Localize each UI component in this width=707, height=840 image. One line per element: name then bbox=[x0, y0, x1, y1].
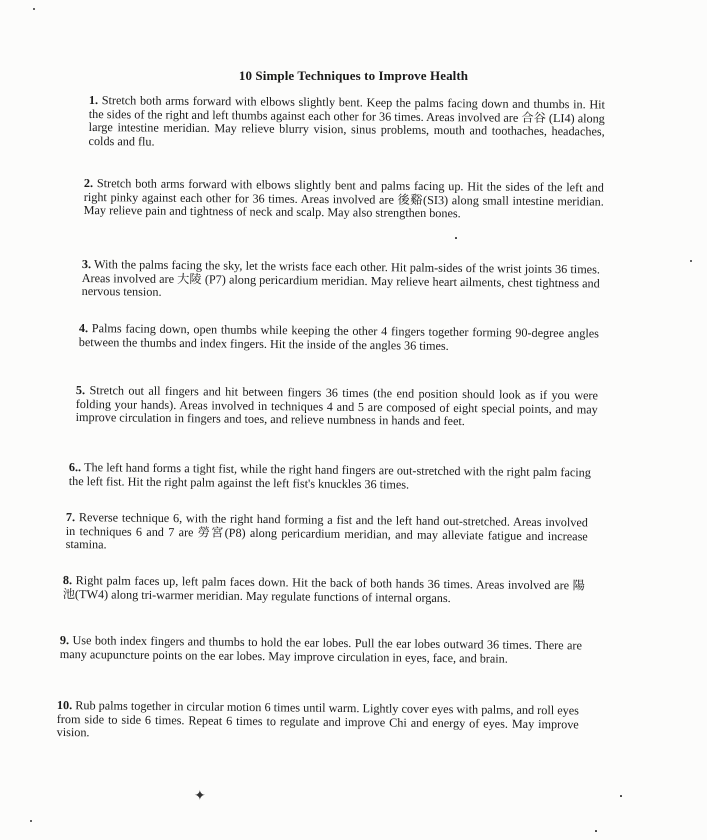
technique-4 bbox=[79, 322, 599, 355]
scan-speck bbox=[455, 237, 457, 239]
technique-text: Stretch both arms forward with elbows slightly bent and palms facing up. Hit the sides of the left and right pinky against each other for 36 times. Areas involved are 後谿(SI3) along small intestine meridian. May relieve pain and tightness of neck and scalp. May also strengthen bones. bbox=[83, 176, 605, 221]
technique-number: 9. bbox=[59, 633, 70, 648]
technique-text: Stretch both arms forward with elbows slightly bent. Keep the palms facing down and thumbs in. Hit the sides of the right and left thumbs against each other for 36 times. Areas involved are 合谷 (LI4) along large intestine meridian. May relieve blurry vision, sinus problems, mouth and toothaches, headaches, colds and flu. bbox=[88, 93, 605, 149]
technique-number: 7. bbox=[65, 510, 76, 525]
technique-6 bbox=[69, 461, 591, 494]
scan-speck bbox=[33, 8, 35, 10]
technique-3 bbox=[82, 258, 600, 304]
technique-number: 10. bbox=[56, 698, 73, 713]
technique-1 bbox=[89, 94, 605, 153]
technique-number: 1. bbox=[88, 93, 99, 108]
technique-number: 5. bbox=[75, 383, 86, 398]
technique-number: 4. bbox=[78, 321, 89, 336]
scan-speck bbox=[595, 830, 597, 832]
technique-9 bbox=[60, 634, 582, 667]
technique-text: Rub palms together in circular motion 6 times until warm. Lightly cover eyes with palms, and roll eyes from side to side 6 times. Repeat 6 times to regulate and improve Chi and energy of eyes. May improve vision. bbox=[56, 698, 579, 740]
technique-number: 8. bbox=[62, 573, 73, 588]
technique-text: Palms facing down, open thumbs while keeping the other 4 fingers together forming 90-degree angles between the thumbs and index fingers. Hit the inside of the angles 36 times. bbox=[78, 321, 599, 353]
technique-number: 2. bbox=[83, 176, 94, 191]
technique-text: Right palm faces up, left palm faces down. Hit the back of both hands 36 times. Areas involved are 陽池(TW4) along tri-warmer meridian. May regulate functions of internal organs. bbox=[62, 573, 585, 605]
scan-speck bbox=[30, 820, 32, 822]
scan-speck bbox=[690, 260, 692, 262]
technique-text: With the palms facing the sky, let the wrists face each other. Hit palm-sides of the wrist joints 36 times. Areas involved are 大陵 (P7) along pericardium meridian. May relieve heart ailments, chest tightness and nervous tension. bbox=[81, 257, 600, 300]
technique-2 bbox=[84, 177, 604, 222]
scan-mark: ✦ bbox=[194, 789, 206, 804]
technique-10 bbox=[57, 699, 579, 745]
technique-text: Use both index fingers and thumbs to hold the ear lobes. Pull the ear lobes outward 36 times. There are many acupuncture points on the ear lobes. May improve circulation in eyes, face, and brain. bbox=[59, 633, 582, 666]
scan-speck bbox=[620, 795, 622, 797]
technique-text: The left hand forms a tight fist, while the right hand fingers are out-stretched with the right palm facing the left fist. Hit the right palm against the left fist's knuckles 36 times. bbox=[68, 460, 591, 492]
technique-number: 3. bbox=[81, 257, 92, 272]
document-title: 10 Simple Techniques to Improve Health bbox=[238, 68, 469, 83]
technique-text: Stretch out all fingers and hit between fingers 36 times (the end position should look as if you were folding your hands). Areas involved in techniques 4 and 5 are composed of eight special points, and may improve circulation in fingers and toes, and relieve numbness in hands and feet. bbox=[75, 383, 598, 429]
technique-7 bbox=[66, 511, 588, 557]
technique-5 bbox=[76, 384, 598, 430]
technique-text: Reverse technique 6, with the right hand forming a fist and the left hand out-stretched. Areas involved in techniques 6 and 7 are 勞宮(P8) along pericardium meridian, and may alleviate fatigue and increase stamina. bbox=[65, 510, 588, 552]
technique-8 bbox=[63, 574, 585, 607]
technique-number: 6.. bbox=[68, 460, 82, 475]
